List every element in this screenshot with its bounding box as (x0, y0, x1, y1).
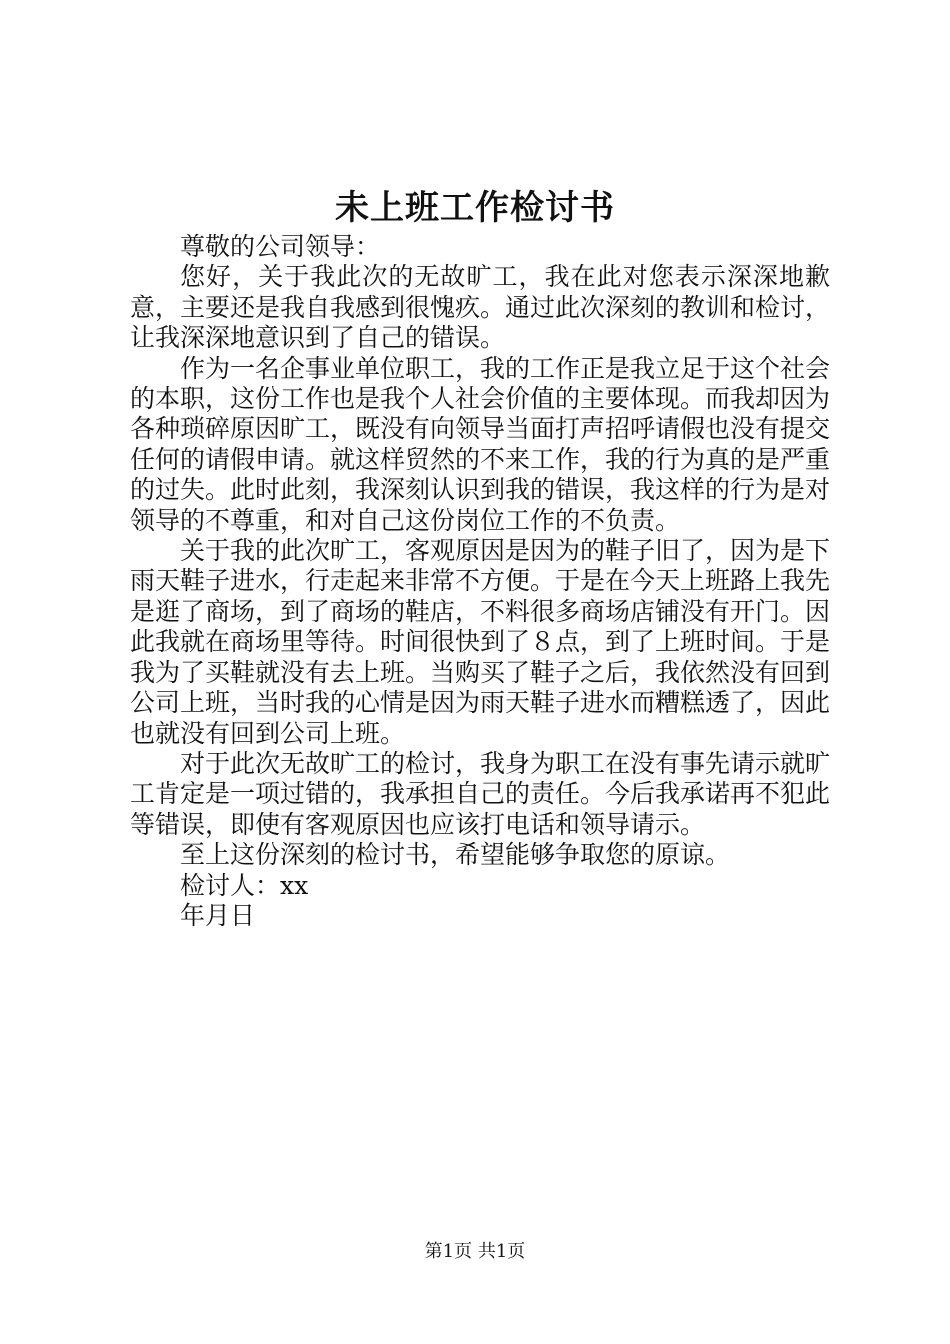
paragraph-apology: 您好，关于我此次的无故旷工，我在此对您表示深深地歉意，主要还是我自我感到很愧疚。通过此次深刻的教训和检讨，让我深深地意识到了自己的错误。 (130, 262, 831, 353)
page-footer: 第1页 共1页 (424, 1241, 526, 1262)
paragraph-reason: 关于我的此次旷工，客观原因是因为的鞋子旧了，因为是下雨天鞋子进水，行走起来非常不方便。于是在今天上班路上我先是逛了商场，到了商场的鞋店，不料很多商场店铺没有开门。因此我就在商场里等待。时间很快到了８点，到了上班时间。于是我为了买鞋就没有去上班。当购买了鞋子之后，我依然没有回到公司上班，当时我的心情是因为雨天鞋子进水而糟糕透了，因此也就没有回到公司上班。 (130, 536, 831, 748)
paragraph-commitment: 对于此次无故旷工的检讨，我身为职工在没有事先请示就旷工肯定是一项过错的，我承担自己的责任。今后我承诺再不犯此等错误，即使有客观原因也应该打电话和领导请示。 (130, 748, 831, 839)
paragraph-closing: 至上这份深刻的检讨书，希望能够争取您的原谅。 (180, 840, 731, 870)
salutation: 尊敬的公司领导： (180, 232, 381, 261)
date-line: 年月日 (180, 900, 256, 930)
signature-line: 检讨人：xx (180, 870, 309, 900)
paragraph-responsibility: 作为一名企事业单位职工，我的工作正是我立足于这个社会的本职，这份工作也是我个人社会价值的主要体现。而我却因为各种琐碎原因旷工，既没有向领导当面打声招呼请假也没有提交任何的请假申请。就这样贸然的不来工作，我的行为真的是严重的过失。此时此刻，我深刻认识到我的错误，我这样的行为是对领导的不尊重，和对自己这份岗位工作的不负责。 (130, 353, 831, 535)
document-title: 未上班工作检讨书 (335, 188, 615, 228)
document-body (130, 232, 830, 931)
